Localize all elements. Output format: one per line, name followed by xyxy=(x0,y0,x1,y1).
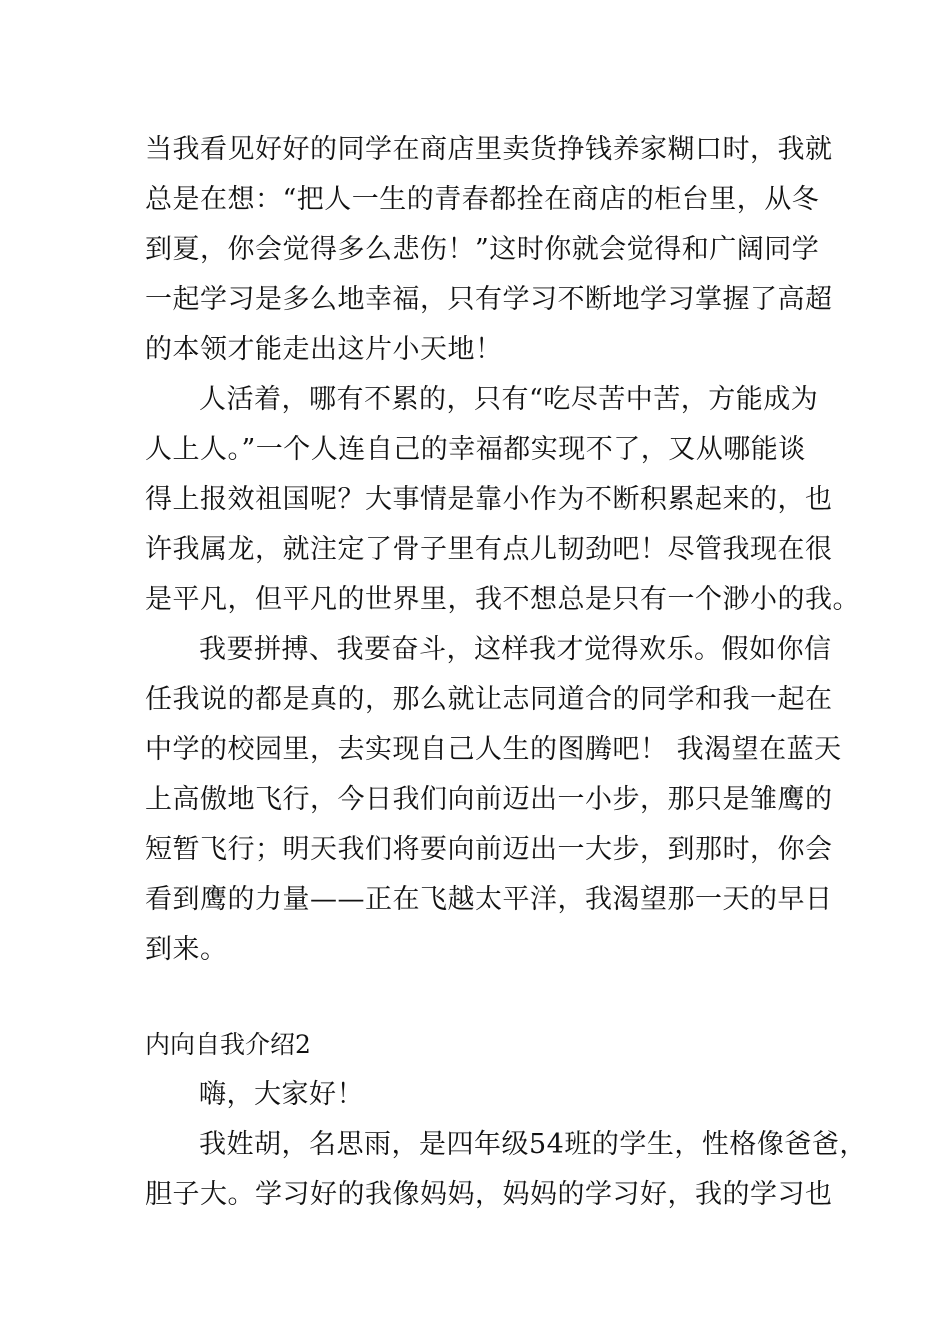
text-line: 到来。 xyxy=(145,934,228,965)
section-heading: 内向自我介绍2 xyxy=(145,1030,311,1059)
text-line: 总是在想：“把人一生的青春都拴在商店的柜台里，从冬 xyxy=(145,184,820,215)
text-line: 胆子大。学习好的我像妈妈，妈妈的学习好，我的学习也 xyxy=(145,1179,833,1210)
text-line: 当我看见好好的同学在商店里卖货挣钱养家糊口时，我就 xyxy=(145,134,833,165)
text-line: 的本领才能走出这片小天地！ xyxy=(145,334,503,365)
text-line: 上高傲地飞行，今日我们向前迈出一小步，那只是雏鹰的 xyxy=(145,784,833,815)
text-line: 一起学习是多么地幸福，只有学习不断地学习掌握了高超 xyxy=(145,284,833,315)
text-line: 到夏，你会觉得多么悲伤！”这时你就会觉得和广阔同学 xyxy=(145,234,820,265)
text-line: 看到鹰的力量——正在飞越太平洋，我渴望那一天的早日 xyxy=(145,884,833,915)
paragraph-first-line: 嗨，大家好！ xyxy=(199,1079,364,1110)
text-line: 人上人。”一个人连自己的幸福都实现不了，又从哪能谈 xyxy=(145,434,806,465)
text-line: 中学的校园里，去实现自己人生的图腾吧！ 我渴望在蓝天 xyxy=(145,734,842,765)
text-line: 许我属龙，就注定了骨子里有点儿韧劲吧！尽管我现在很 xyxy=(145,534,833,565)
essay-section-2 xyxy=(145,1070,867,1220)
paragraph-first-line: 我姓胡，名思雨，是四年级54班的学生，性格像爸爸， xyxy=(199,1129,867,1160)
text-line: 任我说的都是真的，那么就让志同道合的同学和我一起在 xyxy=(145,684,833,715)
text-line: 短暂飞行；明天我们将要向前迈出一大步，到那时，你会 xyxy=(145,834,833,865)
text-line: 是平凡，但平凡的世界里，我不想总是只有一个渺小的我。 xyxy=(145,584,860,615)
paragraph-first-line: 人活着，哪有不累的，只有“吃尽苦中苦，方能成为 xyxy=(199,384,819,415)
paragraph-first-line: 我要拼搏、我要奋斗，这样我才觉得欢乐。假如你信 xyxy=(199,634,832,665)
essay-section-1 xyxy=(145,125,860,975)
text-line: 得上报效祖国呢？大事情是靠小作为不断积累起来的，也 xyxy=(145,484,833,515)
